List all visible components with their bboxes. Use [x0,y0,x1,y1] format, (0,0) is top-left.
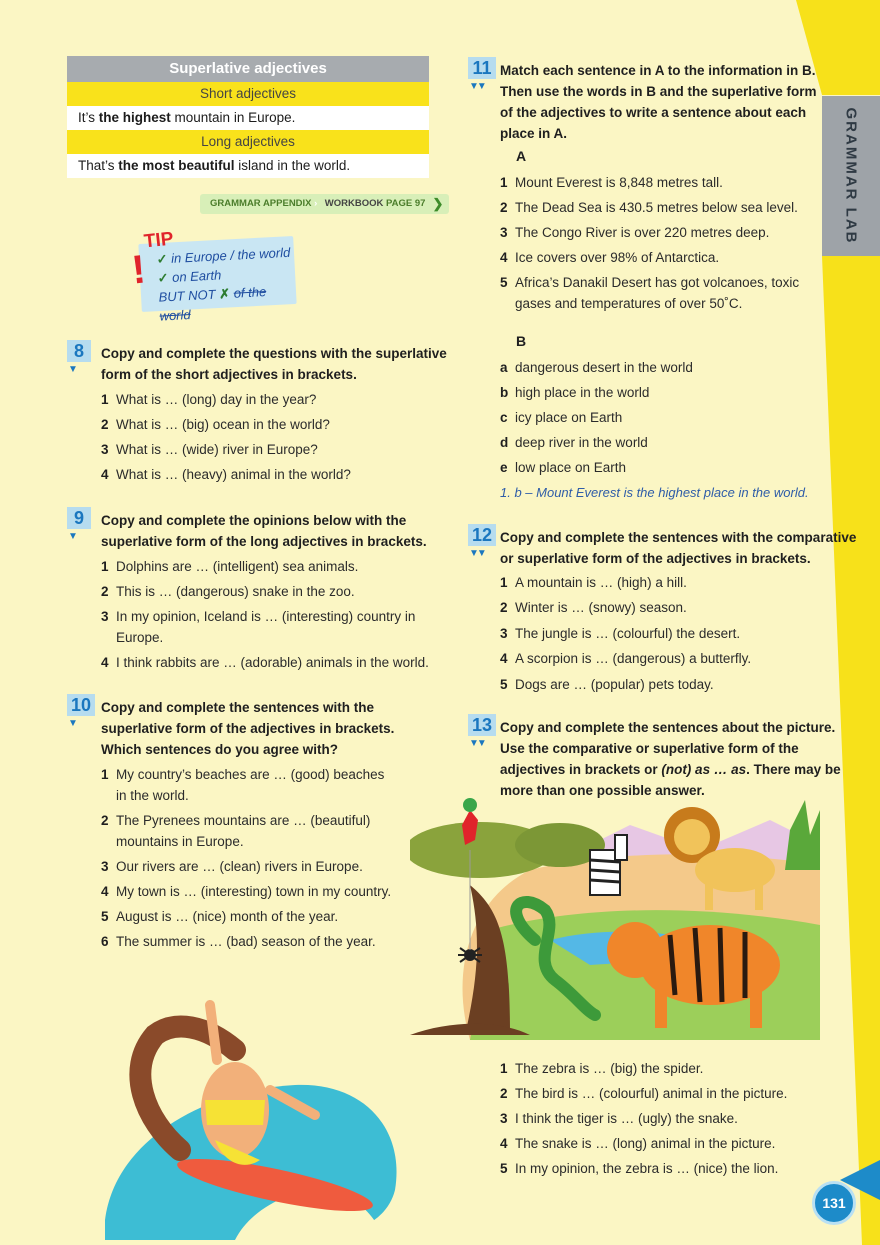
grammar-table-title: Superlative adjectives [67,56,429,82]
exercise-13-number: 13 [468,714,496,736]
list-item: 2 This is … (dangerous) snake in the zoo. [101,584,355,599]
list-item: 1 My country’s beaches are … (good) beaches in the world. [101,767,385,803]
page-number: 131 [812,1181,856,1225]
exercise-10-instruction: Copy and complete the sentences with the superlative form of the adjectives in brackets. Which sentences do you agree with? [101,700,395,757]
list-item: 4 A scorpion is … (dangerous) a butterfly. [500,651,752,666]
list-item: 6 The summer is … (bad) season of the year. [101,934,376,949]
list-item: 5 Africa’s Danakil Desert has got volcanoes, toxic gases and temperatures of over 50˚C. [500,275,800,311]
difficulty-triangle-icon: ▼▼ [469,81,485,92]
long-adjectives-header: Long adjectives [67,130,429,154]
list-item: d deep river in the world [500,435,648,450]
exercise-11-number: 11 [468,57,496,79]
list-item: 5 Dogs are … (popular) pets today. [500,677,714,692]
tip-label: TIP [142,228,175,253]
list-item: 4 Ice covers over 98% of Antarctica. [500,250,720,265]
list-item: 3 The jungle is … (colourful) the desert. [500,626,741,641]
workbook-label: WORKBOOK [324,198,384,209]
short-adjectives-example: It’s the highest mountain in Europe. [67,106,429,130]
list-item: 4 What is … (heavy) animal in the world? [101,467,351,482]
exercise-8-instruction: Copy and complete the questions with the superlative form of the short adjectives in brackets. [101,346,447,382]
workbook-page: PAGE 97 [386,198,426,209]
check-icon: ✓ [156,251,168,267]
column-b-heading: B [516,333,527,349]
savanna-illustration [410,790,820,1050]
list-item: 2 The Dead Sea is 430.5 metres below sea level. [500,200,798,215]
exercise-10-number: 10 [67,694,95,716]
difficulty-triangle-icon: ▼ [68,531,76,542]
grammar-lab-label: GRAMMAR LAB [842,107,860,245]
list-item: 5 In my opinion, the zebra is … (nice) the lion. [500,1161,779,1176]
column-a-heading: A [516,148,527,164]
difficulty-triangle-icon: ▼▼ [469,738,485,749]
long-adjectives-example: That’s the most beautiful island in the world. [67,154,429,178]
difficulty-triangle-icon: ▼▼ [469,548,485,559]
list-item: 2 The Pyrenees mountains are … (beautiful) mountains in Europe. [101,813,371,849]
list-item: a dangerous desert in the world [500,360,693,375]
list-item: 3 What is … (wide) river in Europe? [101,442,318,457]
cross-icon: ✗ [218,285,231,302]
exclamation-icon: ! [129,247,148,293]
list-item: 3 Our rivers are … (clean) rivers in Europe. [101,859,363,874]
exercise-8-number: 8 [67,340,91,362]
list-item: 3 The Congo River is over 220 metres deep. [500,225,770,240]
list-item: 1 What is … (long) day in the year? [101,392,317,407]
list-item: 2 What is … (big) ocean in the world? [101,417,330,432]
list-item: c icy place on Earth [500,410,623,425]
list-item: 2 Winter is … (snowy) season. [500,600,687,615]
exercise-12-number: 12 [468,524,496,546]
separator-chevron-icon: › [314,198,318,209]
list-item: 4 The snake is … (long) animal in the picture. [500,1136,776,1151]
exercise-13-instruction: Copy and complete the sentences about the picture. Use the comparative or superlative form of the adjectives in brackets or (not) as … as. There may be more than one possible answer. [500,720,841,798]
short-adjectives-header: Short adjectives [67,82,429,106]
list-item: 2 The bird is … (colourful) animal in the picture. [500,1086,788,1101]
difficulty-triangle-icon: ▼ [68,718,76,729]
list-item: 4 I think rabbits are … (adorable) animals in the world. [101,655,429,670]
chevron-right-icon: ❯ [432,196,444,211]
exercise-9-instruction: Copy and complete the opinions below with the superlative form of the long adjectives in brackets. [101,513,427,549]
list-item: 1 The zebra is … (big) the spider. [500,1061,704,1076]
grammar-appendix-label: GRAMMAR APPENDIX [210,198,312,209]
appendix-link[interactable] [200,194,449,214]
tip-content: ✓ in Europe / the world ✓ on Earth BUT NOT ✗ of the world [156,244,291,324]
list-item: 1 Dolphins are … (intelligent) sea animals. [101,559,359,574]
grammar-table [67,56,429,178]
list-item: 4 My town is … (interesting) town in my country. [101,884,392,899]
grammar-lab-tab [822,96,880,256]
check-icon: ✓ [157,270,169,286]
list-item: 5 August is … (nice) month of the year. [101,909,339,924]
list-item: b high place in the world [500,385,650,400]
exercise-12-instruction: Copy and complete the sentences with the comparative or superlative form of the adjectives in brackets. [500,530,857,566]
list-item: 3 I think the tiger is … (ugly) the snake. [500,1111,738,1126]
list-item: 3 In my opinion, Iceland is … (interesting) country in Europe. [101,609,416,645]
list-item: 1 Mount Everest is 8,848 metres tall. [500,175,723,190]
example-answer: 1. b – Mount Everest is the highest place in the world. [500,485,809,500]
exercise-11-instruction: Match each sentence in A to the information in B. Then use the words in B and the superlative form of the adjectives to write a sentence about each place in A. [500,63,817,141]
surfer-illustration [85,990,415,1240]
exercise-9-number: 9 [67,507,91,529]
list-item: e low place on Earth [500,460,627,475]
list-item: 1 A mountain is … (high) a hill. [500,575,687,590]
difficulty-triangle-icon: ▼ [68,364,76,375]
